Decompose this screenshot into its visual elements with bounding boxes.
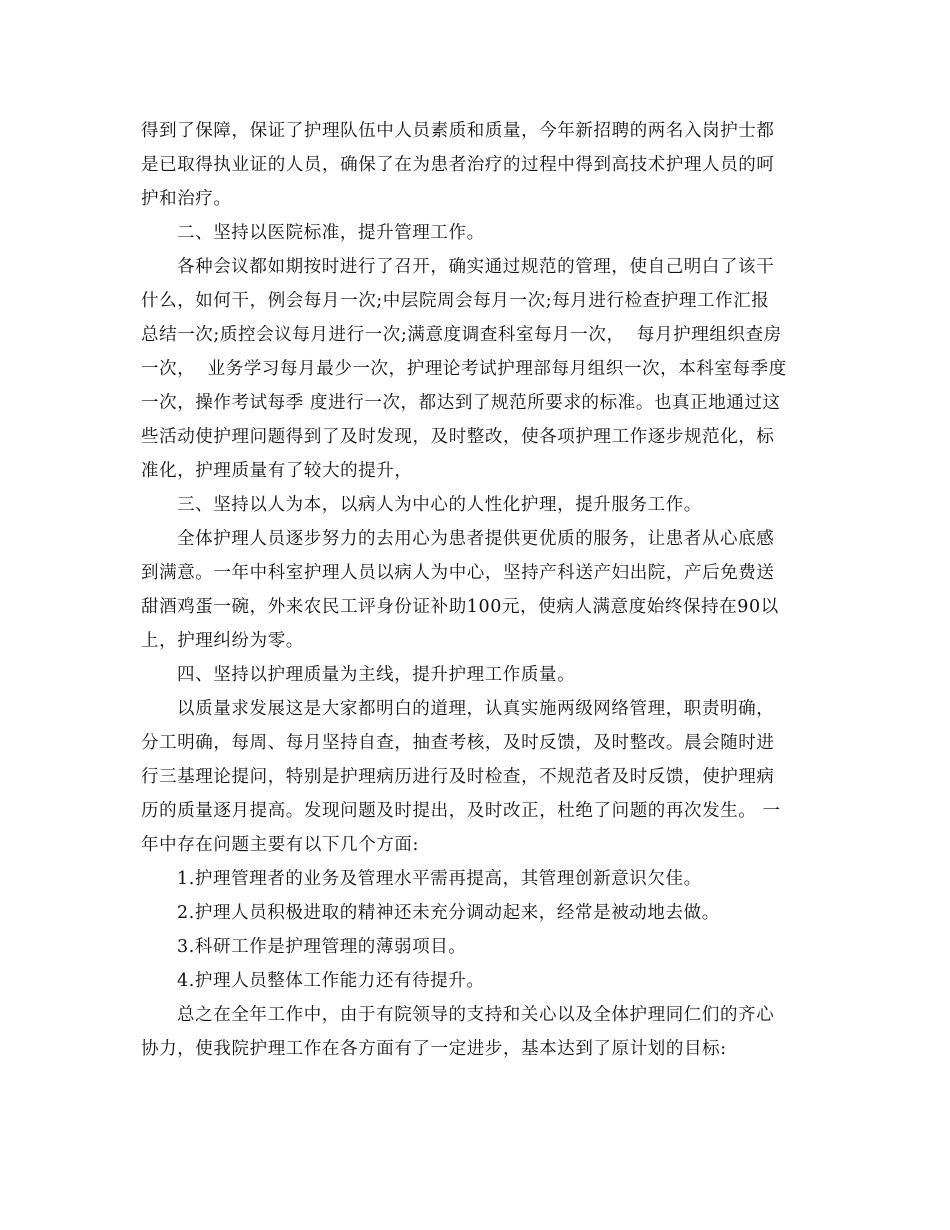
paragraph bbox=[141, 488, 801, 522]
text-line: 全体护理人员逐步努力的去用心为患者提供更优质的服务，让患者从心底感 bbox=[177, 529, 775, 549]
paragraph bbox=[141, 998, 801, 1066]
paragraph bbox=[141, 658, 801, 692]
text-line: 以质量求发展这是大家都明白的道理，认真实施两级网络管理，职责明确， bbox=[177, 699, 775, 719]
text-line: 甜酒鸡蛋一碗，外来农民工评身份证补助100元，使病人满意度始终保持在90以 bbox=[141, 597, 779, 617]
paragraph bbox=[141, 114, 801, 216]
text-line: 到满意。一年中科室护理人员以病人为中心，坚持产科送产妇出院，产后免费送 bbox=[141, 563, 775, 583]
text-line: 总之在全年工作中，由于有院领导的支持和关心以及全体护理同仁们的齐心 bbox=[177, 1005, 775, 1025]
text-line: 总结一次;质控会议每月进行一次;满意度调查科室每月一次， 每月护理组织查房 bbox=[141, 325, 782, 345]
text-line: 准化，护理质量有了较大的提升， bbox=[141, 461, 413, 481]
paragraph bbox=[141, 964, 801, 998]
text-line: 历的质量逐月提高。发现问题及时提出，及时改正，杜绝了问题的再次发生。 一 bbox=[141, 801, 781, 821]
text-line: 各种会议都如期按时进行了召开，确实通过规范的管理，使自己明白了该干 bbox=[177, 257, 775, 277]
paragraph bbox=[141, 896, 801, 930]
text-line: 年中存在问题主要有以下几个方面: bbox=[141, 835, 419, 855]
text-line: 是已取得执业证的人员，确保了在为患者治疗的过程中得到高技术护理人员的呵 bbox=[141, 155, 775, 175]
paragraph bbox=[141, 216, 801, 250]
text-line: 2.护理人员积极进取的精神还未充分调动起来，经常是被动地去做。 bbox=[177, 903, 720, 923]
text-line: 行三基理论提问，特别是护理病历进行及时检查，不规范者及时反馈，使护理病 bbox=[141, 767, 775, 787]
text-line: 一次，操作考试每季 度进行一次，都达到了规范所要求的标准。也真正地通过这 bbox=[141, 393, 781, 413]
text-line: 分工明确，每周、每月坚持自查，抽查考核，及时反馈，及时整改。晨会随时进 bbox=[141, 733, 775, 753]
text-line: 1.护理管理者的业务及管理水平需再提高，其管理创新意识欠佳。 bbox=[177, 869, 702, 889]
text-line: 3.科研工作是护理管理的薄弱项目。 bbox=[177, 937, 467, 957]
paragraph bbox=[141, 930, 801, 964]
text-line: 得到了保障，保证了护理队伍中人员素质和质量，今年新招聘的两名入岗护士都 bbox=[141, 121, 775, 141]
text-line: 护和治疗。 bbox=[141, 189, 232, 209]
text-line: 一次， 业务学习每月最少一次，护理论考试护理部每月组织一次，本科室每季度 bbox=[141, 359, 787, 379]
text-line: 4.护理人员整体工作能力还有待提升。 bbox=[177, 971, 485, 991]
paragraph bbox=[141, 250, 801, 488]
paragraph bbox=[141, 692, 801, 862]
text-line: 二、坚持以医院标准，提升管理工作。 bbox=[177, 223, 485, 243]
text-line: 上，护理纠纷为零。 bbox=[141, 631, 304, 651]
text-line: 什么，如何干，例会每月一次;中层院周会每月一次;每月进行检查护理工作汇报 bbox=[141, 291, 770, 311]
paragraph bbox=[141, 862, 801, 896]
document-body bbox=[141, 114, 801, 1066]
text-line: 三、坚持以人为本，以病人为中心的人性化护理，提升服务工作。 bbox=[177, 495, 702, 515]
paragraph bbox=[141, 522, 801, 658]
text-line: 些活动使护理问题得到了及时发现，及时整改，使各项护理工作逐步规范化，标 bbox=[141, 427, 775, 447]
text-line: 协力，使我院护理工作在各方面有了一定进步，基本达到了原计划的目标: bbox=[141, 1039, 727, 1059]
text-line: 四、坚持以护理质量为主线，提升护理工作质量。 bbox=[177, 665, 576, 685]
